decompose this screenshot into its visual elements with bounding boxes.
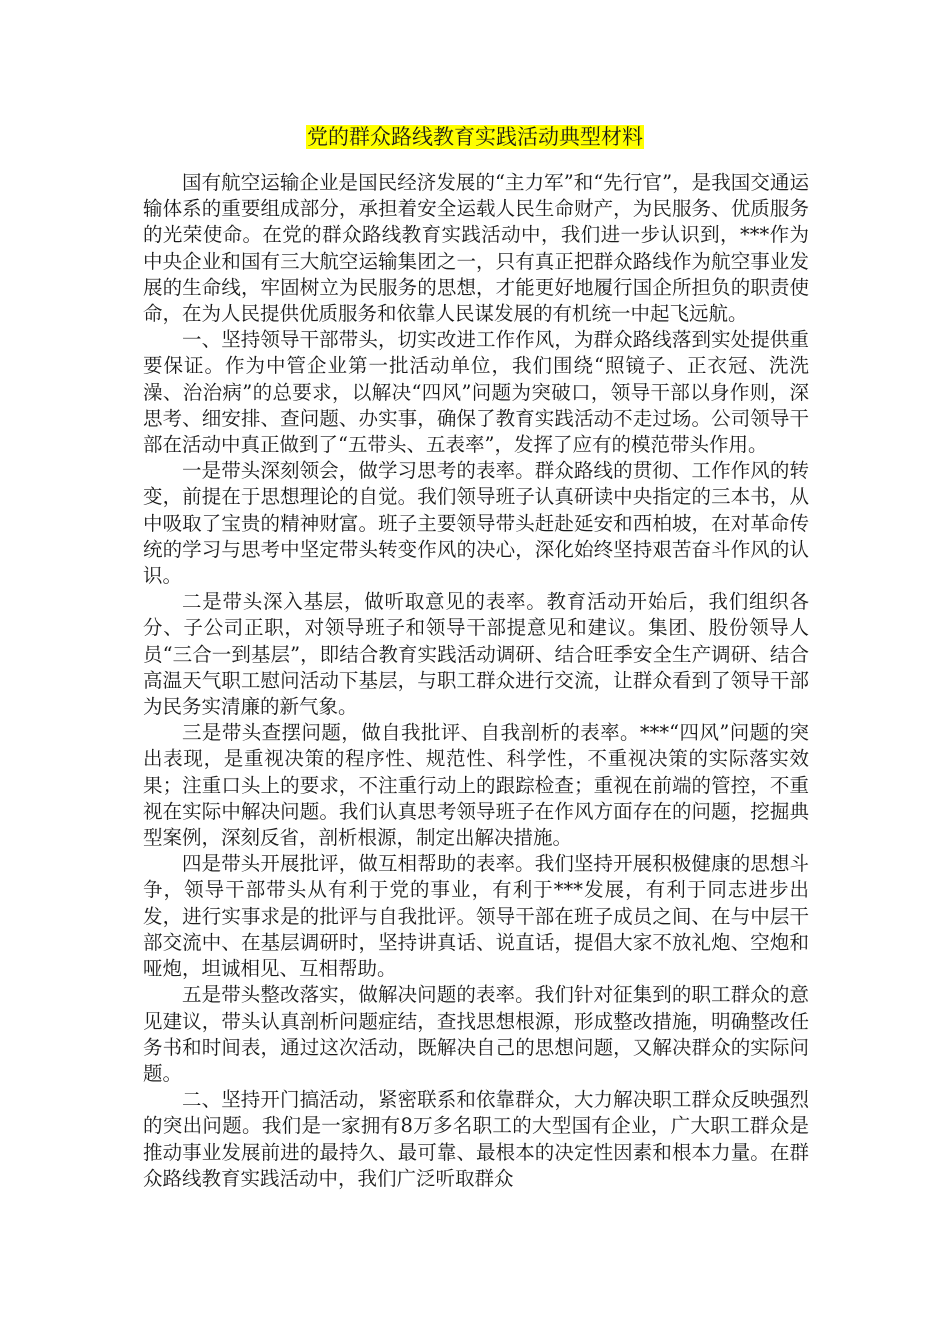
document-body <box>143 170 809 1192</box>
paragraph: 五是带头整改落实，做解决问题的表率。我们针对征集到的职工群众的意见建议，带头认真剖析问题症结，查找思想根源，形成整改措施，明确整改任务书和时间表，通过这次活动，既解决自己的思想问题，又解决群众的实际问题。 <box>143 983 809 1085</box>
paragraph: 国有航空运输企业是国民经济发展的“主力军”和“先行官”，是我国交通运输体系的重要组成部分，承担着安全运载人民生命财产，为民服务、优质服务的光荣使命。在党的群众路线教育实践活动中，我们进一步认识到，***作为中央企业和国有三大航空运输集团之一，只有真正把群众路线作为航空事业发展的生命线，牢固树立为民服务的思想，才能更好地履行国企所担负的职责使命，在为人民提供优质服务和依靠人民谋发展的有机统一中起飞远航。 <box>143 171 809 326</box>
paragraph: 三是带头查摆问题，做自我批评、自我剖析的表率。***“四风”问题的突出表现，是重视决策的程序性、规范性、科学性，不重视决策的实际落实效果；注重口头上的要求，不注重行动上的跟踪检查；重视在前端的管控，不重视在实际中解决问题。我们认真思考领导班子在作风方面存在的问题，挖掘典型案例，深刻反省，剖析根源，制定出解决措施。 <box>143 721 809 850</box>
paragraph: 二是带头深入基层，做听取意见的表率。教育活动开始后，我们组织各分、子公司正职，对领导班子和领导干部提意见和建议。集团、股份领导人员“三合一到基层”，即结合教育实践活动调研、结合旺季安全生产调研、结合高温天气职工慰问活动下基层，与职工群众进行交流，让群众看到了领导干部为民务实清廉的新气象。 <box>143 590 809 719</box>
paragraph: 二、坚持开门搞活动，紧密联系和依靠群众，大力解决职工群众反映强烈的突出问题。我们是一家拥有8万多名职工的大型国有企业，广大职工群众是推动事业发展前进的最持久、最可靠、最根本的决定性因素和根本力量。在群众路线教育实践活动中，我们广泛听取群众 <box>143 1088 809 1190</box>
paragraph: 一是带头深刻领会，做学习思考的表率。群众路线的贯彻、工作作风的转变，前提在于思想理论的自觉。我们领导班子认真研读中央指定的三本书，从中吸取了宝贵的精神财富。班子主要领导带头赶赴延安和西柏坡，在对革命传统的学习与思考中坚定带头转变作风的决心，深化始终坚持艰苦奋斗作风的认识。 <box>143 459 809 588</box>
document-title <box>0 123 950 151</box>
paragraph: 四是带头开展批评，做互相帮助的表率。我们坚持开展积极健康的思想斗争，领导干部带头从有利于党的事业，有利于***发展，有利于同志进步出发，进行实事求是的批评与自我批评。领导干部在班子成员之间、在与中层干部交流中、在基层调研时，坚持讲真话、说直话，提倡大家不放礼炮、空炮和哑炮，坦诚相见、互相帮助。 <box>143 852 809 981</box>
paragraph: 一、坚持领导干部带头，切实改进工作作风，为群众路线落到实处提供重要保证。作为中管企业第一批活动单位，我们围绕“照镜子、正衣冠、洗洗澡、治治病”的总要求，以解决“四风”问题为突破口，领导干部以身作则，深思考、细安排、查问题、办实事，确保了教育实践活动不走过场。公司领导干部在活动中真正做到了“五带头、五表率”，发挥了应有的模范带头作用。 <box>143 328 809 457</box>
document-title-text: 党的群众路线教育实践活动典型材料 <box>307 125 643 149</box>
